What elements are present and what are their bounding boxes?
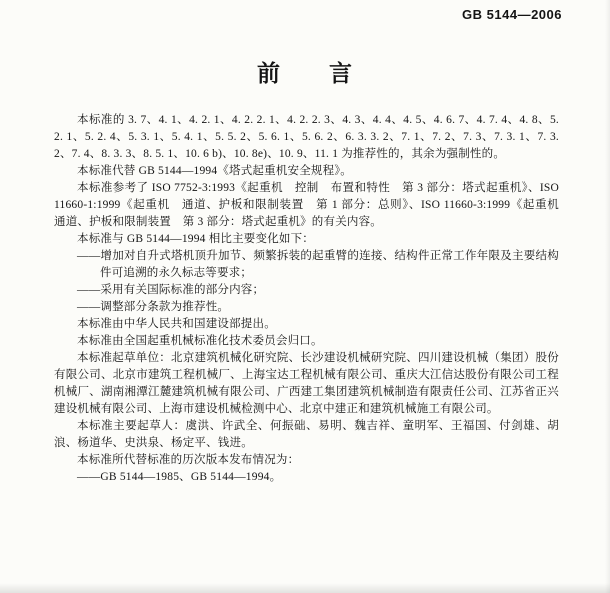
paragraph: ——GB 5144—1985、GB 5144—1994。	[77, 471, 282, 483]
paragraph: 本标准与 GB 5144—1994 相比主要变化如下：	[77, 233, 314, 245]
paragraph: 本标准参考了 ISO 7752-3:1993《起重机 控制 布置和特性 第 3 部分：塔式起重机》、ISO 11660-1:1999《起重机 通道、护板和限制装置 第 1 部分：总则》、ISO 11660-3:1999《起重机 通道、护板和限制装置 第 3 部分：塔式起重机》的有关内容。	[54, 182, 571, 228]
paragraph: ——增加对自升式塔机顶升加节、频繁拆装的起重臂的连接、结构件正常工作年限及主要结构件可追溯的永久标志等要求；	[77, 250, 559, 279]
paragraph: 本标准主要起草人：虞洪、许武全、何振础、易明、魏吉祥、童明军、王福国、付剑雄、胡浪、杨道华、史洪泉、杨定平、钱进。	[54, 420, 559, 449]
paragraph: ——采用有关国际标准的部分内容；	[77, 284, 265, 296]
paragraph: ——调整部分条款为推荐性。	[77, 301, 230, 313]
paragraph: 本标准的 3. 7、4. 1、4. 2. 1、4. 2. 2. 1、4. 2. 2. 3、4. 3、4. 4、4. 5、4. 6. 7、4. 7. 4、4. 8、5. 2. 1、5. 2. 4、5. 3. 1、5. 4. 1、5. 5. 2、5. 6. 1、5. 6. 2、6. 3. 3. 2、7. 1、7. 2、7. 3、7. 3. 1、7. 3. 2、7. 4、8. 3. 3、8. 5. 1、10. 6 b)、10. 8e)、10. 9、11. 1 为推荐性的，其余为强制性的。	[54, 114, 559, 160]
foreword-body	[54, 112, 571, 486]
paragraph: 本标准代替 GB 5144—1994《塔式起重机安全规程》。	[77, 165, 352, 177]
page-title: 前 言	[257, 60, 353, 86]
paragraph: 本标准由全国起重机械标准化技术委员会归口。	[77, 335, 323, 347]
paragraph: 本标准起草单位：北京建筑机械化研究院、长沙建设机械研究院、四川建设机械（集团）股份有限公司、北京市建筑工程机械厂、上海宝达工程机械有限公司、重庆大江信达股份有限公司工程机械厂、湖南湘潭江麓建筑机械有限公司、广西建工集团建筑机械制造有限责任公司、江苏省正兴建设机械有限公司、上海市建设机械检测中心、北京中建正和建筑机械施工有限公司。	[54, 352, 559, 415]
paragraph: 本标准所代替标准的历次版本发布情况为：	[77, 454, 300, 466]
paragraph: 本标准由中华人民共和国建设部提出。	[77, 318, 276, 330]
standard-code: GB 5144—2006	[462, 7, 562, 22]
